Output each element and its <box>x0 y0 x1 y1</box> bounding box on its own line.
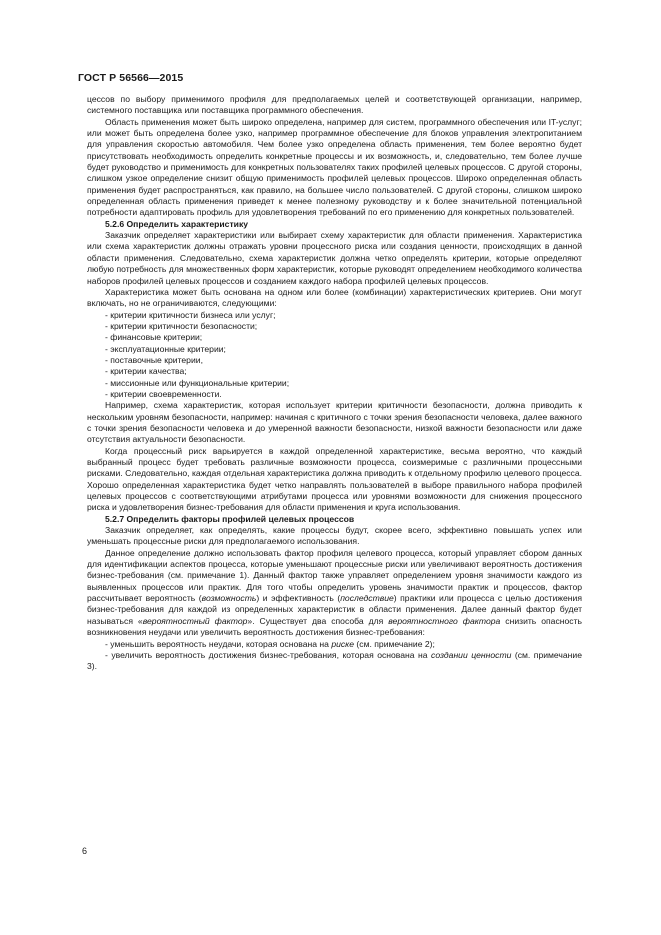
text-run: ) и эффективность ( <box>256 593 341 604</box>
italic-term: последствие <box>340 593 394 604</box>
continuation-paragraph: цессов по выбору применимого профиля для предполагаемых целей и соответствующей организации, например, системного поставщика или поставщика программного обеспечения. <box>87 94 582 116</box>
list-item: - критерии критичности бизнеса или услуг; <box>105 309 276 320</box>
section-526-paragraph-1: Заказчик определяет характеристики или выбирает схему характеристик для области применения. Характеристика или схема характеристик должны отражать уровни процессного риска или создания ценности, происходящих в данной области применения. Следовательно, схема характеристик должна четко определять критерии, которые определяют любую потребность для множественных форм характеристик, которые руководят определением необходимого количества наборов профилей целевых процессов и созданием каждого набора профилей целевых процессов. <box>87 230 582 286</box>
italic-term: вероятностный фактор <box>142 615 248 626</box>
criteria-list <box>87 310 582 401</box>
list-item: - критерии критичности безопасности; <box>105 320 258 331</box>
list-item: - критерии своевременности. <box>105 388 222 399</box>
list-item: - эксплуатационные критерии; <box>105 343 226 354</box>
scope-paragraph: Область применения может быть широко определена, например для систем, программного обеспечения или IT-услуг; или может быть определена более узко, например программное обеспечение для блоков управления электропитанием для управления скоростью автомобиля. Чем более узко определена область применения, тем более вероятно будет присутствовать необходимость определить конкретные процессы и их возможность, и, следовательно, тем более лучше будет руководство и применимость для конкретных пользователях таких профилей целевых процессов. С другой стороны, слишком узкое определение снизит общую применимость профилей целевых процессов. Широко определенная область применения будет распространяться, как правило, на большее число пользователей. С другой стороны, слишком широко определенная область применения приведет к менее полезному руководству и к более значительной потенциальной потребности адаптировать профиль для удовлетворения требований по его применению для конкретных пользователей. <box>87 116 582 218</box>
section-526-paragraph-2: Характеристика может быть основана на одном или более (комбинации) характеристических критериев. Они могут включать, но не ограничиваются, следующими: <box>87 286 582 309</box>
text-run: ) практики или процесса с целью достижения бизнес-требования для каждой из определенных характеристик в области применения. Далее данный фактор будет называться « <box>87 593 582 626</box>
section-527-heading: 5.2.7 Определить факторы профилей целевых процессов <box>105 513 355 524</box>
italic-term: возможность <box>201 593 257 604</box>
italic-term: создании ценности <box>431 649 512 660</box>
list-item: - критерии качества; <box>105 366 187 377</box>
list-item: - финансовые критерии; <box>105 332 203 343</box>
section-527-paragraph-1: Заказчик определяет, как определять, какие процессы будут, скорее всего, эффективно повышать успех или уменьшать процессные риски для предполагаемого использования. <box>87 525 582 547</box>
text-run: - увеличить вероятность достижения бизнес-требования, которая основана на <box>105 649 432 660</box>
text-run: Данное определение должно использовать фактор профиля целевого процесса, который управляет сбором данных для идентификации аспектов процесса, которые уменьшают процессные риски или увеличивают вероятность достижения бизнес-требования (см. примечание 1). Данный фактор также управляет определением уровня значимости каждого из выявленных процессов или практик. Для того чтобы определить уровень значимости практик и процессов, фактор рассчитывает вероятность ( <box>87 547 582 604</box>
text-run: - уменьшить вероятность неудачи, которая основана на <box>105 638 332 649</box>
text-run: (см. примечание 2); <box>354 638 435 649</box>
page-number: 6 <box>82 846 88 856</box>
text-run: ». Существует два способа для <box>247 615 389 626</box>
way-item-2 <box>87 650 582 673</box>
section-526-paragraph-3: Например, схема характеристик, которая использует критерии критичности безопасности, должна приводить к нескольким уровням безопасности, например: начиная с критичного с точки зрения безопасности человека, далее важного с точки зрения безопасности человека и до умеренной важности безопасности, низкой важности безопасности или даже отсутствия актуальности безопасности. <box>87 400 582 445</box>
page-content <box>87 94 582 673</box>
list-item: - поставочные критерии, <box>105 354 203 365</box>
section-526-paragraph-4: Когда процессный риск варьируется в каждой определенной характеристике, весьма вероятно, что каждый выбранный процесс будет требовать различные возможности процесса, соизмеримые с различными процессными рисками. Следовательно, каждая отдельная характеристика должна приводить к отдельному профилю целевого процесса. Хорошо определенная характеристика будет четко направлять пользователей в выборе правильного набора профилей целевых процессов с соответствующими атрибутами процесса или уровнями возможности для снижения процессного риска и удовлетворения бизнес-требования для области применения и круга использования. <box>87 445 582 513</box>
standard-header: ГОСТ Р 56566—2015 <box>78 72 184 84</box>
section-526-heading: 5.2.6 Определить характеристику <box>105 218 249 229</box>
list-item: - миссионные или функциональные критерии; <box>105 377 290 388</box>
section-527-paragraph-2 <box>87 548 582 639</box>
italic-term: риске <box>331 638 355 649</box>
text-run: снизить опасность возникновения неудачи или увеличить вероятность достижения бизнес-требования: <box>87 615 582 638</box>
text-run: (см. примечание 3). <box>87 649 583 672</box>
way-item-1 <box>87 639 582 650</box>
italic-term: вероятностного фактора <box>388 615 501 626</box>
